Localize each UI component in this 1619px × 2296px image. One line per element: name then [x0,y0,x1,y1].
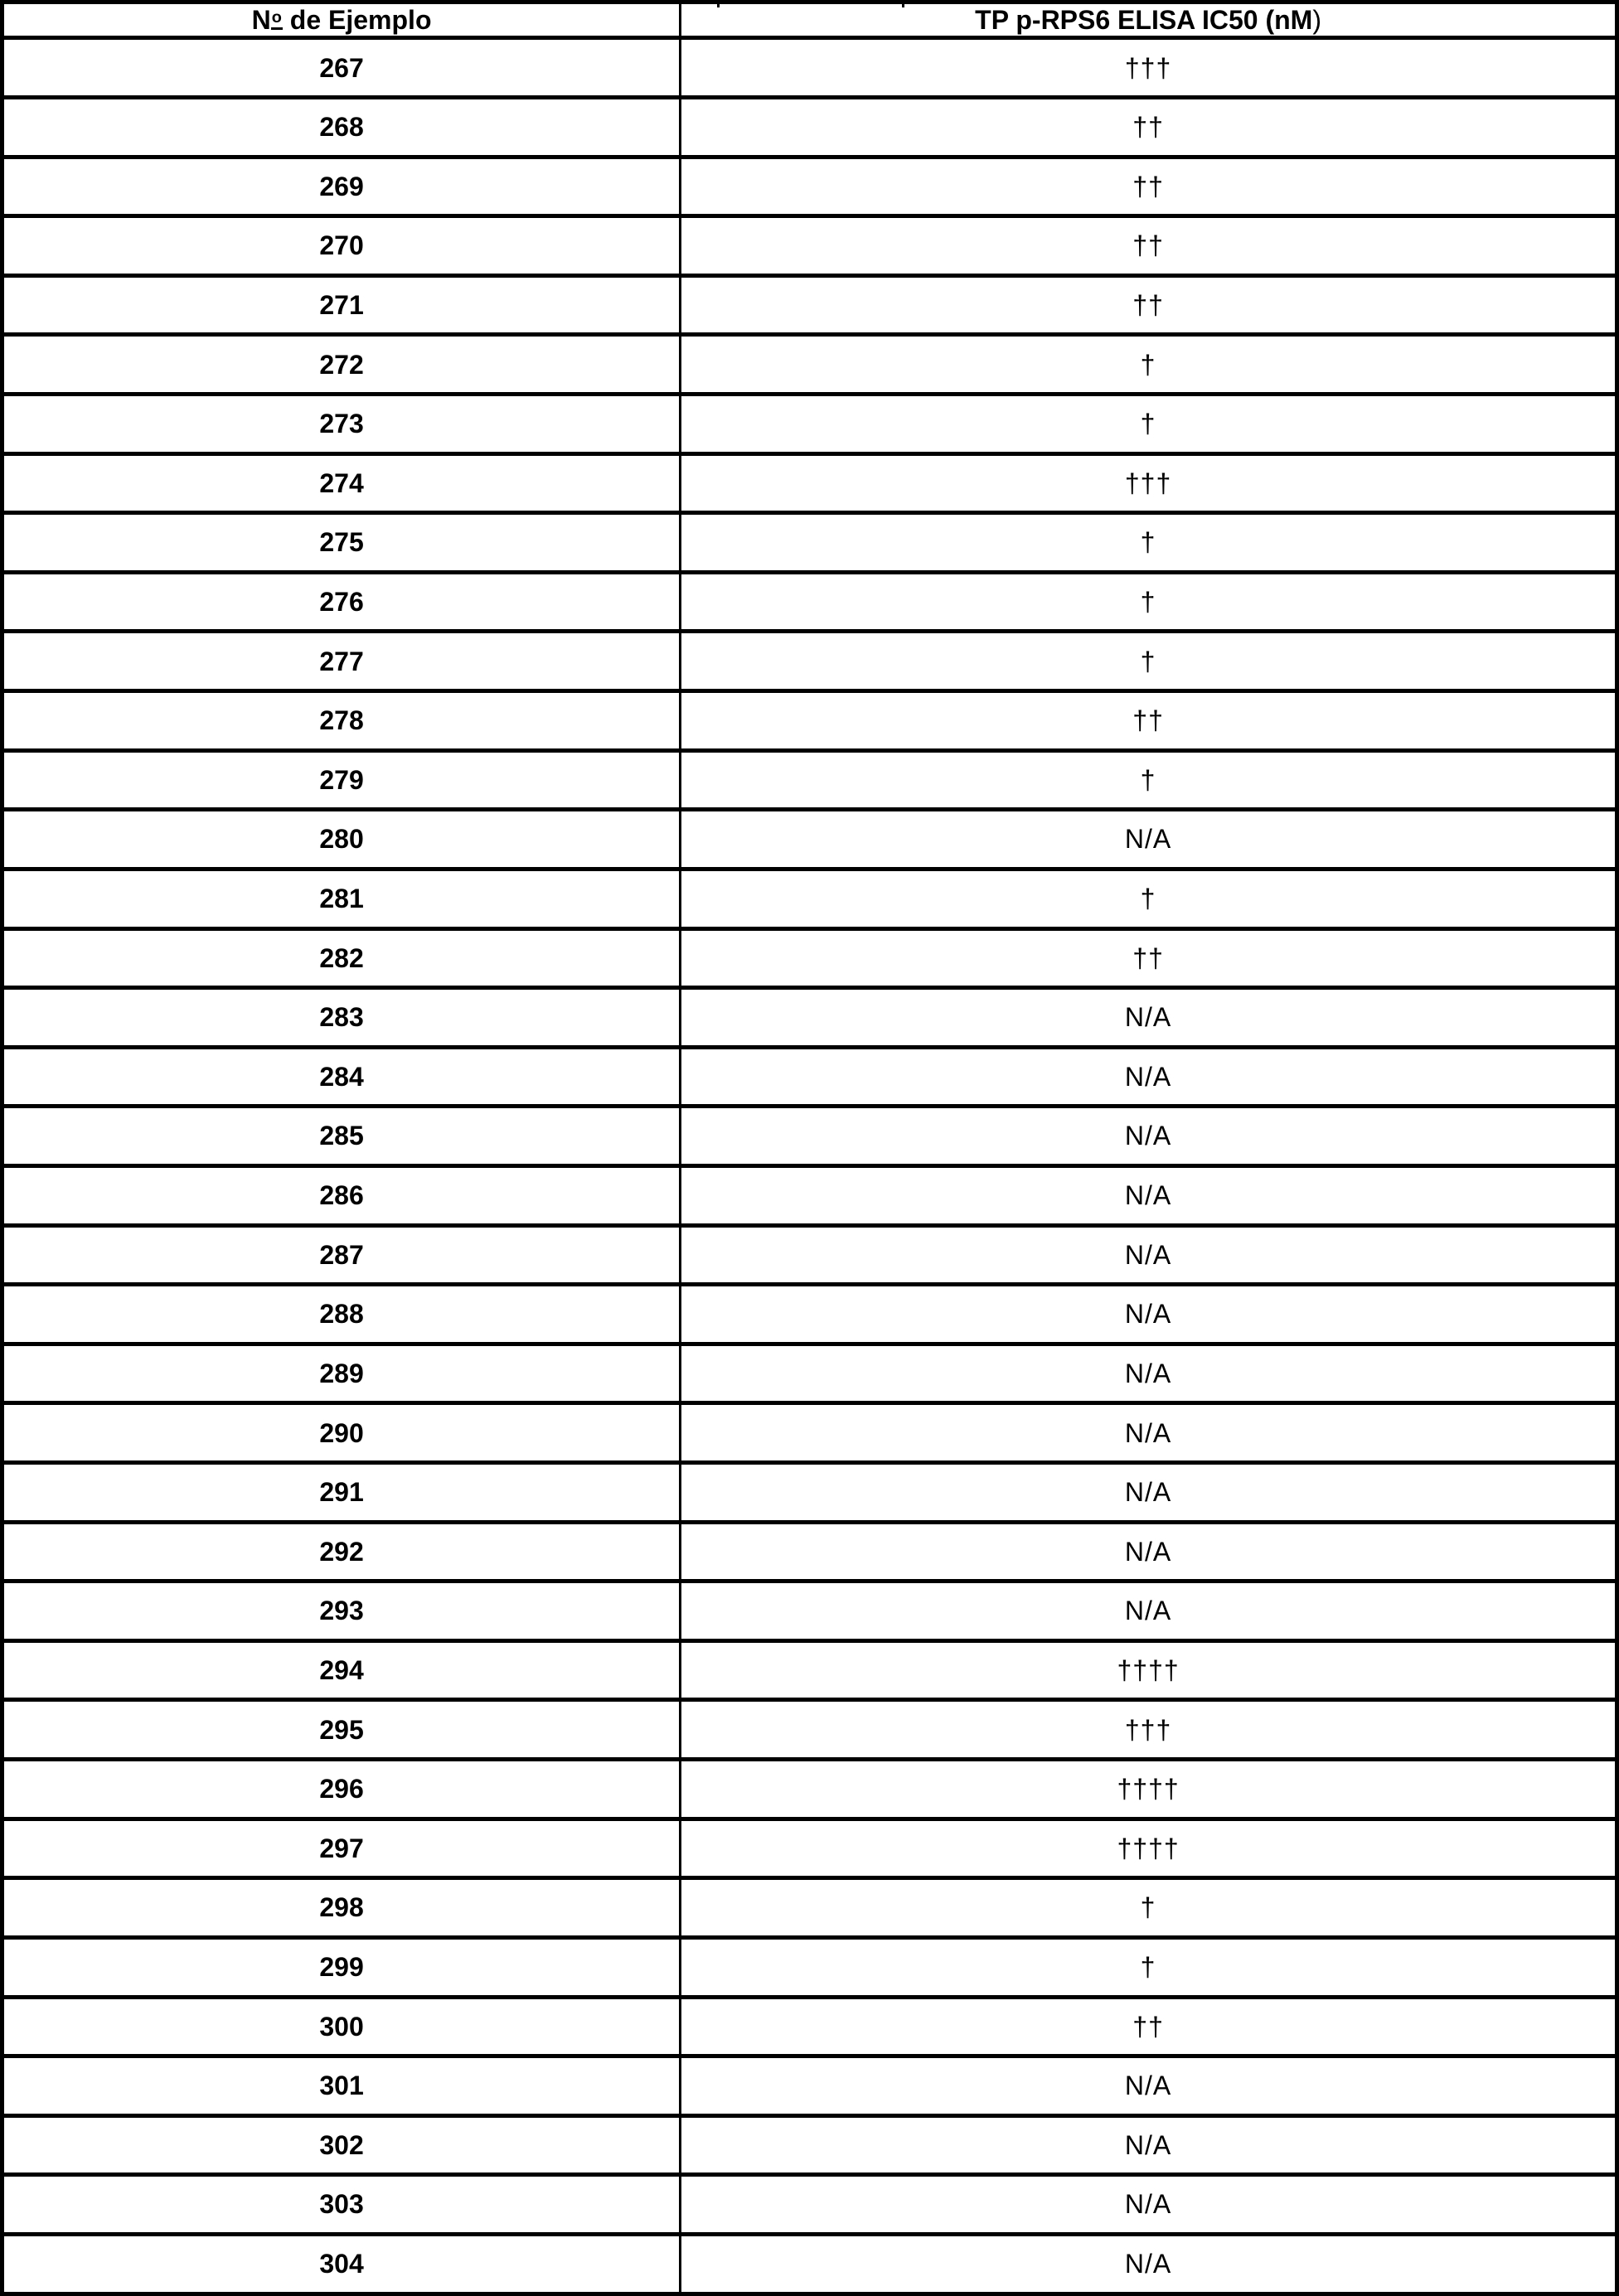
table-row [2,1522,1617,1582]
ic50-value-cell: N/A [681,1582,1617,1641]
header-ejemplo-prefix: N [251,5,271,35]
ic50-value-cell: N/A [681,2234,1617,2294]
ic50-value-cell: †† [681,275,1617,335]
example-number-cell: 284 [2,1047,681,1107]
ic50-value-cell: ††† [681,453,1617,513]
example-number-cell: 273 [2,395,681,454]
table-row [2,1997,1617,2056]
cropped-artifact-tick [717,0,720,7]
example-number-cell: 272 [2,335,681,395]
ic50-value-cell: †† [681,928,1617,988]
table-row [2,38,1617,98]
table-row [2,395,1617,454]
table-row [2,1047,1617,1107]
example-number-cell: 278 [2,691,681,751]
ic50-value-cell: †† [681,216,1617,276]
example-number-cell: 289 [2,1344,681,1403]
ic50-value-cell: N/A [681,1344,1617,1403]
ic50-value-cell: N/A [681,810,1617,869]
table-row [2,1582,1617,1641]
table-row [2,1344,1617,1403]
example-number-cell: 296 [2,1760,681,1819]
ic50-value-cell: † [681,572,1617,632]
table-row [2,1819,1617,1878]
table-row [2,1463,1617,1523]
ic50-value-cell: N/A [681,1107,1617,1166]
ic50-value-cell: N/A [681,1047,1617,1107]
table-row [2,2056,1617,2116]
example-number-cell: 275 [2,513,681,573]
ic50-value-cell: † [681,750,1617,810]
table-row [2,632,1617,691]
example-number-cell: 288 [2,1285,681,1344]
table-row [2,1878,1617,1938]
example-number-cell: 291 [2,1463,681,1523]
column-header-ic50 [681,2,1617,38]
table-row [2,1640,1617,1700]
example-number-cell: 270 [2,216,681,276]
ic50-value-cell: †† [681,1997,1617,2056]
ic50-value-cell: N/A [681,1463,1617,1523]
example-number-cell: 274 [2,453,681,513]
ic50-value-cell: † [681,513,1617,573]
ic50-value-cell: N/A [681,2115,1617,2175]
ic50-value-cell: N/A [681,1225,1617,1285]
example-number-cell: 293 [2,1582,681,1641]
example-number-cell: 285 [2,1107,681,1166]
table-row [2,2175,1617,2235]
example-number-cell: 303 [2,2175,681,2235]
ic50-value-cell: †† [681,98,1617,157]
header-ic50-paren: ) [1312,5,1321,35]
ic50-value-cell: N/A [681,1165,1617,1225]
table-row [2,335,1617,395]
example-number-cell: 280 [2,810,681,869]
ic50-value-cell: †††† [681,1640,1617,1700]
ic50-value-cell: † [681,632,1617,691]
ic50-value-cell: N/A [681,2056,1617,2116]
header-ejemplo-ordinal: o [271,10,283,30]
ic50-value-cell: †† [681,691,1617,751]
ic50-value-cell: †††† [681,1760,1617,1819]
table-row [2,1403,1617,1463]
example-number-cell: 299 [2,1937,681,1997]
ic50-value-cell: † [681,869,1617,928]
table-row [2,453,1617,513]
table-row [2,98,1617,157]
ic50-value-cell: † [681,1878,1617,1938]
table-row [2,1700,1617,1760]
ic50-value-cell: N/A [681,1403,1617,1463]
ic50-value-cell: †† [681,157,1617,216]
ic50-value-cell: † [681,395,1617,454]
table-row [2,275,1617,335]
table-body [2,38,1617,2294]
table-row [2,513,1617,573]
example-number-cell: 294 [2,1640,681,1700]
table-row [2,869,1617,928]
table-row [2,157,1617,216]
example-number-cell: 277 [2,632,681,691]
table-row [2,2115,1617,2175]
table-row [2,1107,1617,1166]
table-row [2,810,1617,869]
table-row [2,750,1617,810]
example-number-cell: 279 [2,750,681,810]
example-number-cell: 267 [2,38,681,98]
example-number-cell: 282 [2,928,681,988]
example-number-cell: 283 [2,988,681,1048]
example-number-cell: 281 [2,869,681,928]
example-number-cell: 286 [2,1165,681,1225]
ic50-value-cell: N/A [681,2175,1617,2235]
table-row [2,1225,1617,1285]
example-number-cell: 304 [2,2234,681,2294]
table-row [2,988,1617,1048]
ic50-value-cell: ††† [681,38,1617,98]
ic50-value-cell: N/A [681,988,1617,1048]
table-row [2,928,1617,988]
example-number-cell: 269 [2,157,681,216]
table-row [2,1937,1617,1997]
example-number-cell: 276 [2,572,681,632]
table-row [2,1165,1617,1225]
header-row [2,2,1617,38]
table-row [2,1285,1617,1344]
ic50-value-cell: † [681,1937,1617,1997]
example-number-cell: 295 [2,1700,681,1760]
table-row [2,691,1617,751]
table-row [2,216,1617,276]
ic50-value-cell: † [681,335,1617,395]
example-number-cell: 301 [2,2056,681,2116]
ic50-value-cell: ††† [681,1700,1617,1760]
example-number-cell: 271 [2,275,681,335]
table-row [2,2234,1617,2294]
example-number-cell: 290 [2,1403,681,1463]
header-ejemplo-suffix: de Ejemplo [282,5,432,35]
ic50-value-cell: N/A [681,1522,1617,1582]
example-number-cell: 300 [2,1997,681,2056]
example-number-cell: 268 [2,98,681,157]
ic50-value-cell: †††† [681,1819,1617,1878]
example-number-cell: 298 [2,1878,681,1938]
header-ic50-main: TP p-RPS6 ELISA IC50 (nM [975,5,1313,35]
table-row [2,1760,1617,1819]
example-number-cell: 302 [2,2115,681,2175]
example-number-cell: 292 [2,1522,681,1582]
table-row [2,572,1617,632]
example-number-cell: 287 [2,1225,681,1285]
example-number-cell: 297 [2,1819,681,1878]
column-header-ejemplo [2,2,681,38]
cropped-artifact-tick [902,0,904,7]
ic50-value-cell: N/A [681,1285,1617,1344]
